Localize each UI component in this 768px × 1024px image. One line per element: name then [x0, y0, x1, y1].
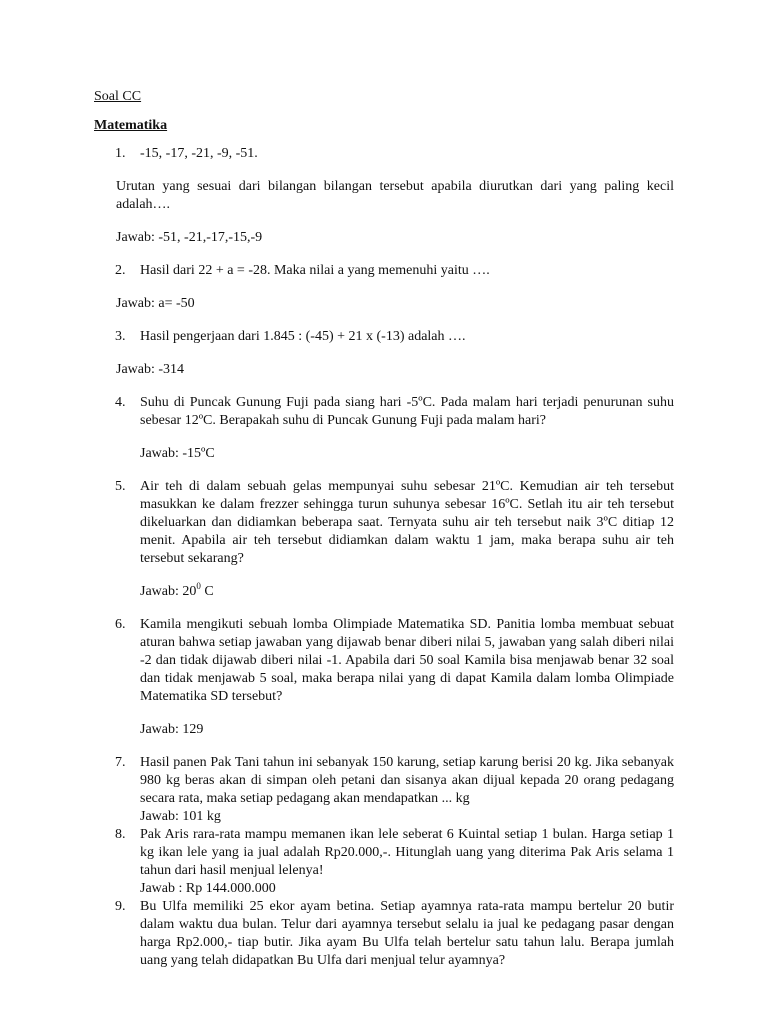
answer-5-unit: C — [200, 584, 214, 599]
question-text: Suhu di Puncak Gunung Fuji pada siang hari -5ºC. Pada malam hari terjadi penurunan suhu sebesar 12ºC. Berapakah suhu di Puncak Gunung Fuji pada malam hari? — [140, 395, 674, 428]
question-1 — [94, 145, 674, 163]
question-4 — [94, 394, 674, 430]
question-number: 9. — [115, 899, 126, 914]
answer-4: Jawab: -15ºC — [140, 446, 215, 461]
question-text: Bu Ulfa memiliki 25 ekor ayam betina. Setiap ayamnya rata-rata mampu bertelur 20 butir dalam waktu dua bulan. Telur dari ayamnya tersebut selalu ia jual ke pedagang pasar dengan harga Rp2.000,- tiap butir. Jika ayam Bu Ulfa telah bertelur satu tahun lalu. Berapa jumlah uang yang telah didapatkan Bu Ulfa dari menjual telur ayamnya? — [140, 899, 674, 968]
question-text: Hasil dari 22 + a = -28. Maka nilai a yang memenuhi yaitu …. — [140, 263, 490, 278]
question-number: 6. — [115, 617, 126, 632]
question-number: 5. — [115, 479, 126, 494]
question-7 — [94, 754, 674, 808]
question-1-detail: Urutan yang sesuai dari bilangan bilangan tersebut apabila diurutkan dari yang paling kecil adalah…. — [116, 179, 674, 212]
question-6 — [94, 616, 674, 706]
question-8 — [94, 826, 674, 880]
degree-superscript: 0 — [196, 581, 201, 591]
answer-5 — [94, 583, 674, 601]
question-9 — [94, 898, 674, 970]
question-text: -15, -17, -21, -9, -51. — [140, 146, 258, 161]
answer-5-value: Jawab: 20 — [140, 584, 197, 599]
subject-heading: Matematika — [94, 118, 168, 133]
document-title: Soal CC — [94, 89, 142, 104]
answer-6: Jawab: 129 — [140, 722, 204, 737]
question-text: Air teh di dalam sebuah gelas mempunyai suhu sebesar 21ºC. Kemudian air teh tersebut masukkan ke dalam frezzer sehingga turun suhunya sebesar 16ºC. Setlah itu air teh tersebut dikeluarkan dan didiamkan beberapa saat. Ternyata suhu air teh tersebut naik 3ºC ditiap 12 menit. Apabila air teh tersebut didiamkan dalam waktu 1 jam, maka berapa suhu air teh tersebut sekarang? — [140, 479, 674, 566]
question-number: 8. — [115, 827, 126, 842]
question-5 — [94, 478, 674, 568]
question-3 — [94, 328, 674, 346]
question-text: Hasil panen Pak Tani tahun ini sebanyak 150 karung, setiap karung berisi 20 kg. Jika sebanyak 980 kg beras akan di simpan oleh petani dan sisanya akan dijual kepada 20 orang pedagang secara rata, maka setiap pedagang akan mendapatkan ... kg — [140, 755, 674, 806]
answer-3: Jawab: -314 — [116, 362, 185, 377]
question-number: 4. — [115, 395, 126, 410]
question-text: Hasil pengerjaan dari 1.845 : (-45) + 21 x (-13) adalah …. — [140, 329, 466, 344]
document-page — [94, 88, 674, 970]
question-number: 1. — [115, 146, 126, 161]
answer-8: Jawab : Rp 144.000.000 — [140, 881, 276, 896]
question-number: 7. — [115, 755, 126, 770]
answer-7: Jawab: 101 kg — [140, 809, 221, 824]
answer-1: Jawab: -51, -21,-17,-15,-9 — [116, 230, 263, 245]
question-text: Kamila mengikuti sebuah lomba Olimpiade Matematika SD. Panitia lomba membuat sebuat aturan bahwa setiap jawaban yang dijawab benar diberi nilai 5, jawaban yang salah diberi nilai -2 dan tidak dijawab diberi nilai -1. Apabila dari 50 soal Kamila bisa menjawab benar 32 soal dan tidak menjawab 5 soal, maka berapa nilai yang di dapat Kamila dalam lomba Olimpiade Matematika SD tersebut? — [140, 617, 674, 704]
question-text: Pak Aris rara-rata mampu memanen ikan lele seberat 6 Kuintal setiap 1 bulan. Harga setiap 1 kg ikan lele yang ia jual adalah Rp20.000,-. Hitunglah uang yang diterima Pak Aris selama 1 tahun dari hasil menjual lelenya! — [140, 827, 674, 878]
question-number: 3. — [115, 329, 126, 344]
answer-2: Jawab: a= -50 — [116, 296, 195, 311]
question-2 — [94, 262, 674, 280]
question-number: 2. — [115, 263, 126, 278]
